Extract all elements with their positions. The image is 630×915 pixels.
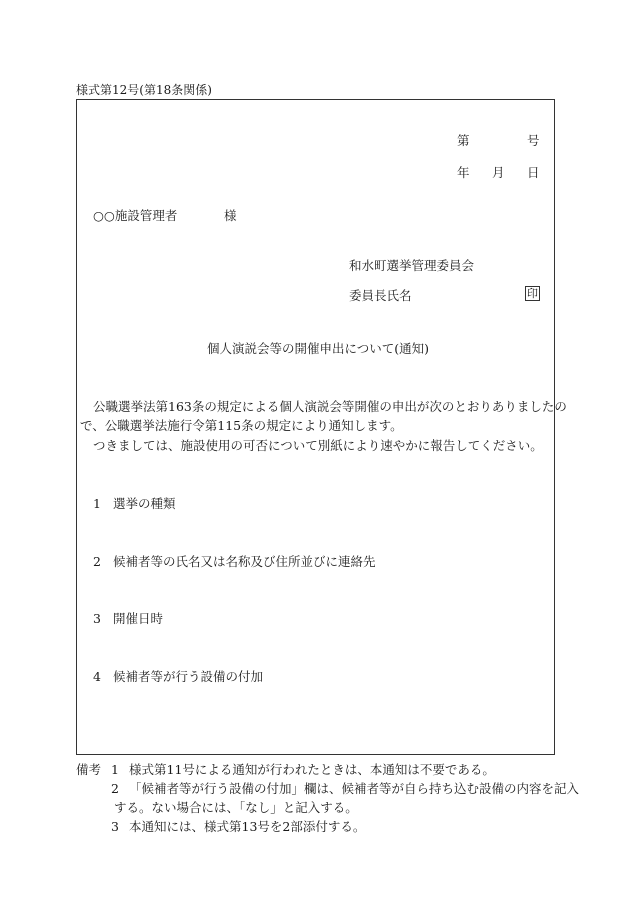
date-day-label: 日 xyxy=(527,165,540,180)
document-number-prefix: 第 xyxy=(457,133,470,148)
body-paragraph-1-line-2: で、公職選挙法施行令第115条の規定により通知します。 xyxy=(80,418,403,433)
remark-text: 「候補者等が行う設備の付加」欄は、候補者等が自ら持ち込む設備の内容を記入 xyxy=(129,781,580,796)
item-number: 2 xyxy=(93,554,101,569)
document-title: 個人演説会等の開催申出について(通知) xyxy=(207,341,430,356)
item-election-type: 選挙の種類 xyxy=(113,496,176,511)
body-paragraph-2: つきましては、施設使用の可否について別紙により速やかに報告してください。 xyxy=(93,438,543,453)
item-number: 3 xyxy=(93,611,101,626)
remark-number: 2 xyxy=(111,781,119,796)
addressee-honorific: 様 xyxy=(224,208,237,223)
remark-text: 様式第11号による通知が行われたときは、本通知は不要である。 xyxy=(129,762,495,777)
date-month-label: 月 xyxy=(492,165,505,180)
remark-number: 1 xyxy=(111,762,119,777)
item-candidate-info: 候補者等の氏名又は名称及び住所並びに連絡先 xyxy=(113,554,376,569)
remarks-label: 備考 xyxy=(76,762,102,777)
sender-chair-name: 委員長氏名 xyxy=(349,288,412,303)
document-number-suffix: 号 xyxy=(527,133,540,148)
seal-stamp: 印 xyxy=(527,287,538,300)
item-equipment-addition: 候補者等が行う設備の付加 xyxy=(113,669,264,684)
item-event-datetime: 開催日時 xyxy=(113,611,164,626)
body-paragraph-1-line-1: 公職選挙法第163条の規定による個人演説会等開催の申出が次のとおりありましたの xyxy=(93,399,567,414)
date-year-label: 年 xyxy=(457,165,470,180)
sender-organization: 和水町選挙管理委員会 xyxy=(349,258,475,273)
remark-text: 本通知には、様式第13号を2部添付する。 xyxy=(129,819,366,834)
remark-number: 3 xyxy=(111,819,119,834)
item-number: 4 xyxy=(93,669,101,684)
addressee-name: ○○施設管理者 xyxy=(93,208,178,223)
form-label: 様式第12号(第18条関係) xyxy=(76,83,212,97)
remark-text-continued: する。ない場合には、「なし」と記入する。 xyxy=(114,800,358,815)
item-number: 1 xyxy=(93,496,101,511)
